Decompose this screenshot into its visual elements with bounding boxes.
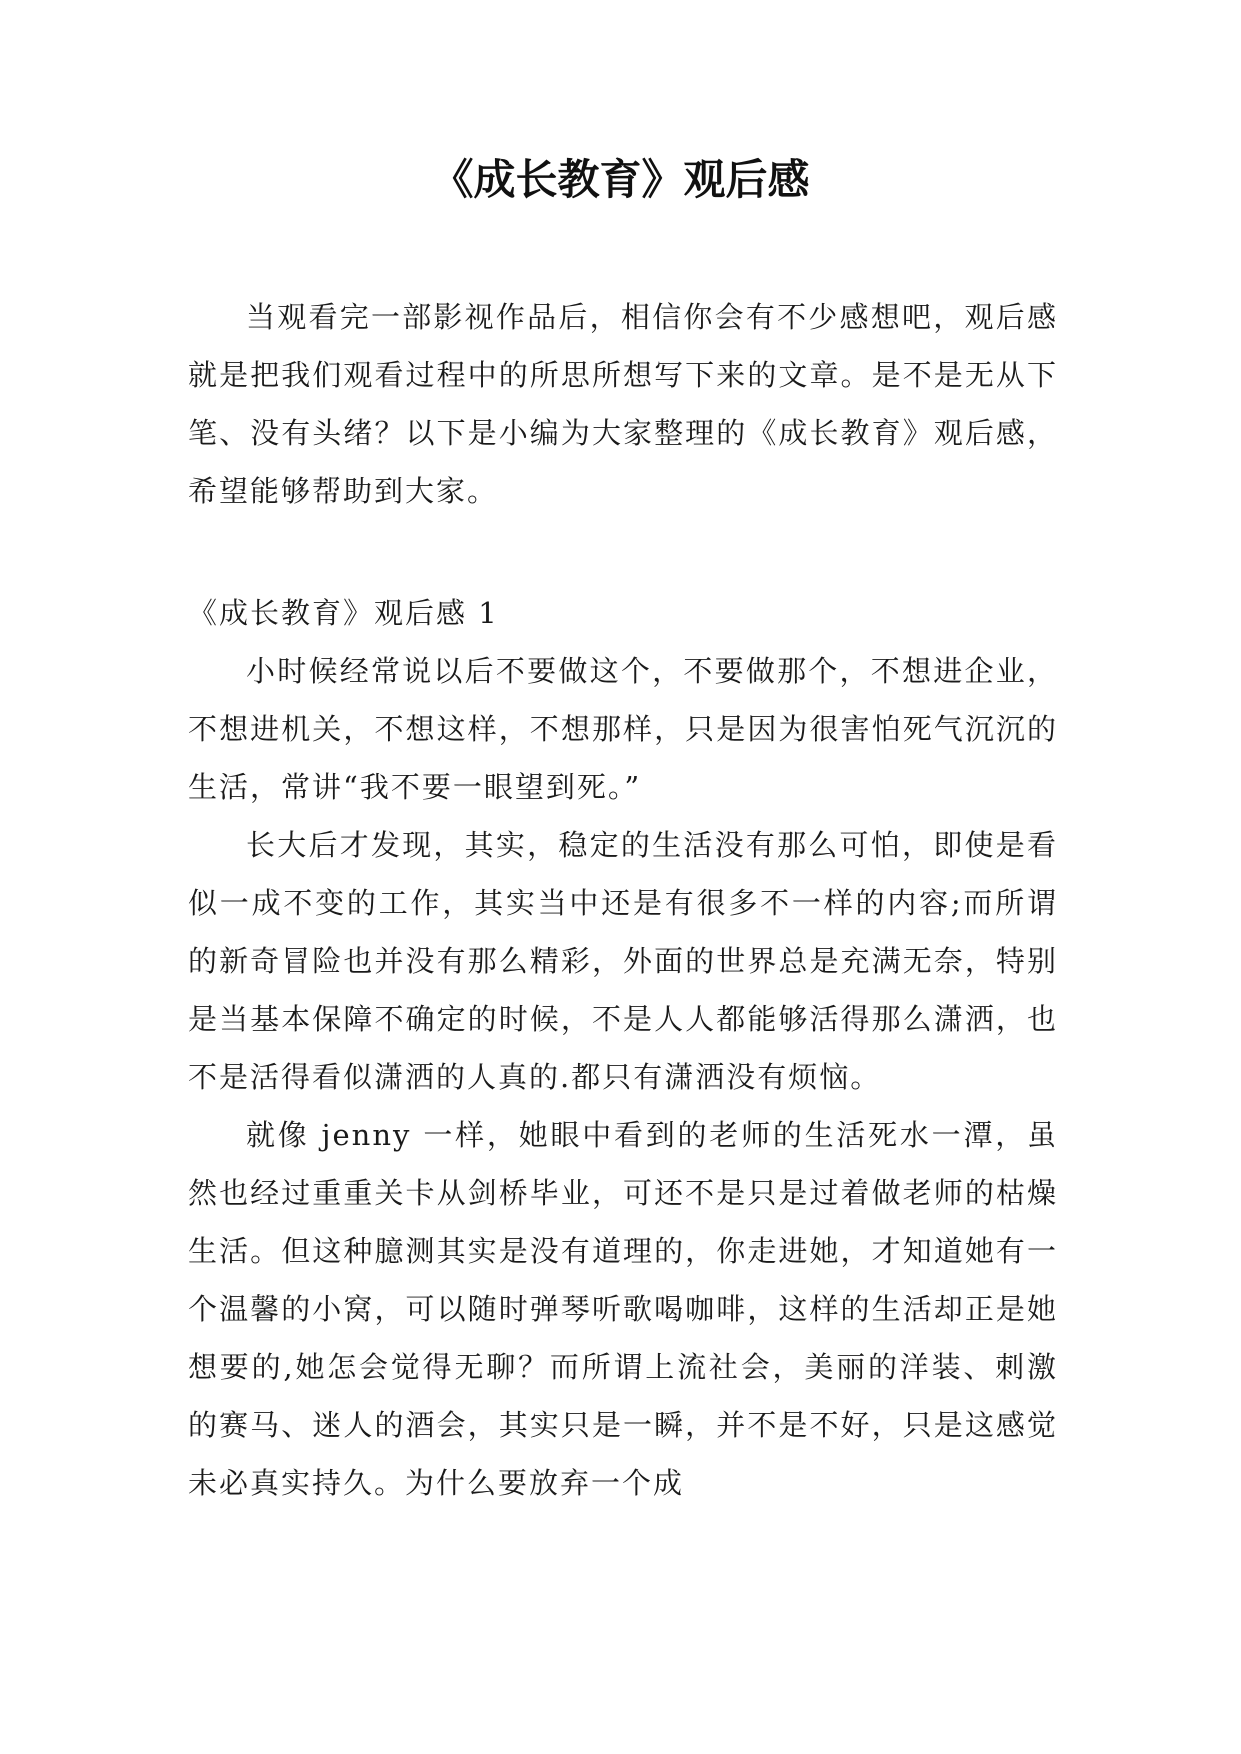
document-title: 《成长教育》观后感 [431, 155, 810, 204]
body-paragraph-3: 就像 jenny 一样，她眼中看到的老师的生活死水一潭，虽然也经过重重关卡从剑桥毕业，可还不是只是过着做老师的枯燥生活。但这种臆测其实是没有道理的，你走进她，才知道她有一个温馨的小窝，可以随时弹琴听歌喝咖啡，这样的生活却正是她想要的,她怎会觉得无聊？而所谓上流社会，美丽的洋装、刺激的赛马、迷人的酒会，其实只是一瞬，并不是不好，只是这感觉未必真实持久。为什么要放弃一个成 [188, 1118, 1058, 1500]
body-paragraph-2: 长大后才发现，其实，稳定的生活没有那么可怕，即使是看似一成不变的工作，其实当中还是有很多不一样的内容;而所谓的新奇冒险也并没有那么精彩，外面的世界总是充满无奈，特别是当基本保障不确定的时候，不是人人都能够活得那么潇洒，也不是活得看似潇洒的人真的.都只有潇洒没有烦恼。 [188, 828, 1058, 1094]
section-block [188, 584, 1058, 1512]
intro-block [188, 288, 1058, 520]
section-heading: 《成长教育》观后感 1 [188, 596, 499, 630]
body-paragraph-1: 小时候经常说以后不要做这个，不要做那个，不想进企业，不想进机关，不想这样，不想那样，只是因为很害怕死气沉沉的生活，常讲“我不要一眼望到死。” [188, 654, 1058, 804]
intro-paragraph: 当观看完一部影视作品后，相信你会有不少感想吧，观后感就是把我们观看过程中的所思所想写下来的文章。是不是无从下笔、没有头绪？以下是小编为大家整理的《成长教育》观后感，希望能够帮助到大家。 [188, 300, 1058, 508]
